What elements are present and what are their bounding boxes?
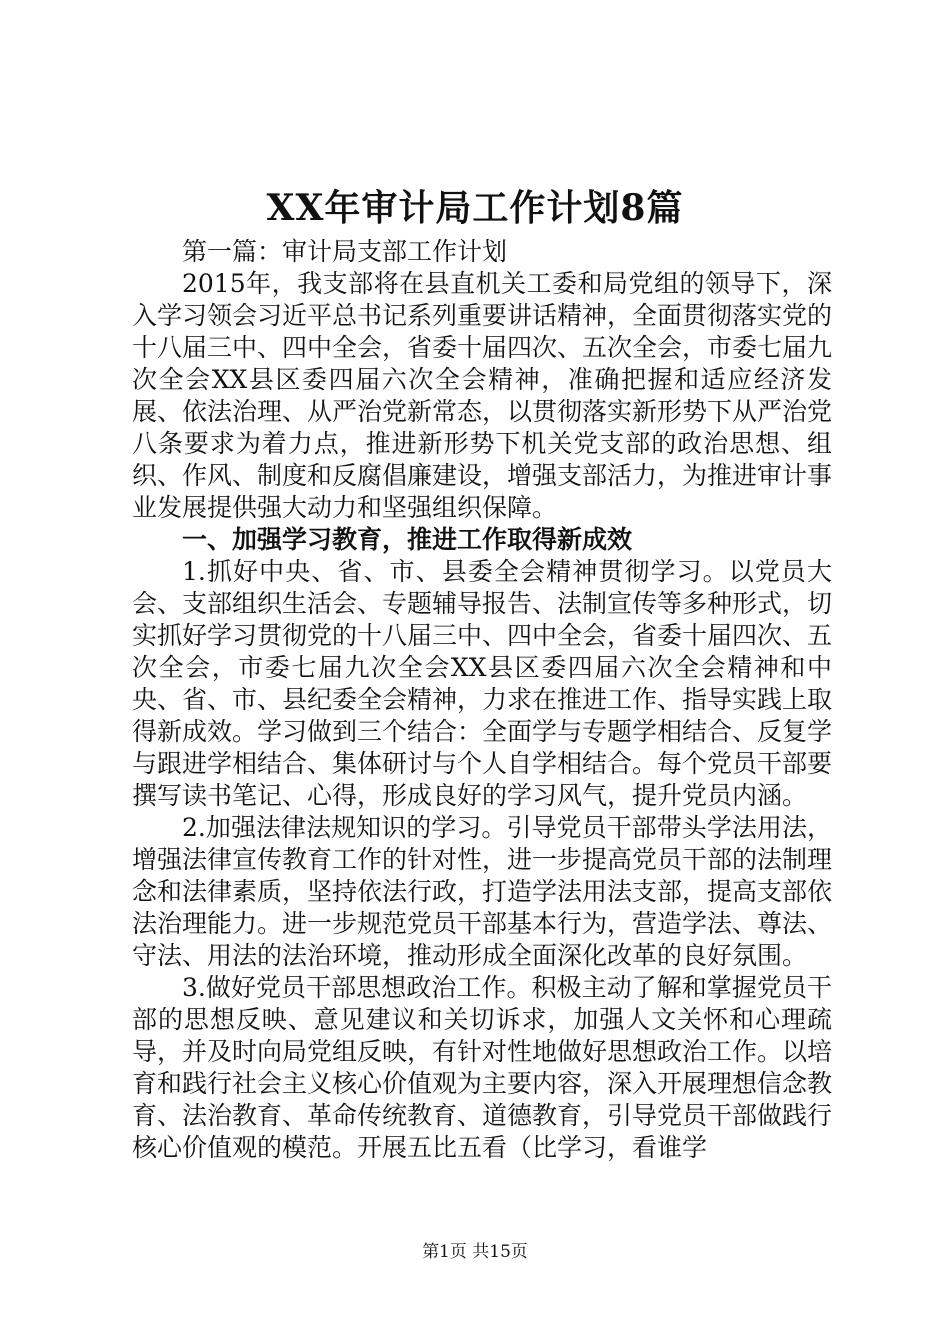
- list-item-2: 2.加强法律法规知识的学习。引导党员干部带头学法用法，增强法律宣传教育工作的针对性，进一步提高党员干部的法制理念和法律素质，坚持依法行政，打造学法用法支部，提高支部依法治理能力。进一步规范党员干部基本行为，营造学法、尊法、守法、用法的法治环境，推动形成全面深化改革的良好氛围。: [132, 813, 833, 970]
- document-body: [132, 236, 832, 1164]
- page-footer: 第1页 共15页: [422, 1242, 528, 1262]
- intro-paragraph: 2015年，我支部将在县直机关工委和局党组的领导下，深入学习领会习近平总书记系列重要讲话精神，全面贯彻落实党的十八届三中、四中全会，省委十届四次、五次全会，市委七届九次全会XX县区委四届六次全会精神，准确把握和适应经济发展、依法治理、从严治党新常态，以贯彻落实新形势下从严治党八条要求为着力点，推进新形势下机关党支部的政治思想、组织、作风、制度和反腐倡廉建设，增强支部活力，为推进审计事业发展提供强大动力和坚强组织保障。: [132, 269, 833, 522]
- section-heading: 第一篇：审计局支部工作计划: [182, 237, 508, 266]
- list-item-1: 1.抓好中央、省、市、县委全会精神贯彻学习。以党员大会、支部组织生活会、专题辅导报告、法制宣传等多种形式，切实抓好学习贯彻党的十八届三中、四中全会，省委十届四次、五次全会，市委七届九次全会XX县区委四届六次全会精神和中央、省、市、县纪委全会精神，力求在推进工作、指导实践上取得新成效。学习做到三个结合：全面学与专题学相结合、反复学与跟进学相结合、集体研讨与个人自学相结合。每个党员干部要撰写读书笔记、心得，形成良好的学习风气，提升党员内涵。: [132, 557, 833, 810]
- document-title: XX年审计局工作计划8篇: [266, 187, 684, 229]
- subheading-1: 一、加强学习教育，推进工作取得新成效: [182, 525, 633, 554]
- list-item-3: 3.做好党员干部思想政治工作。积极主动了解和掌握党员干部的思想反映、意见建议和关切诉求，加强人文关怀和心理疏导，并及时向局党组反映，有针对性地做好思想政治工作。以培育和践行社会主义核心价值观为主要内容，深入开展理想信念教育、法治教育、革命传统教育、道德教育，引导党员干部做践行核心价值观的模范。开展五比五看（比学习，看谁学: [132, 973, 833, 1162]
